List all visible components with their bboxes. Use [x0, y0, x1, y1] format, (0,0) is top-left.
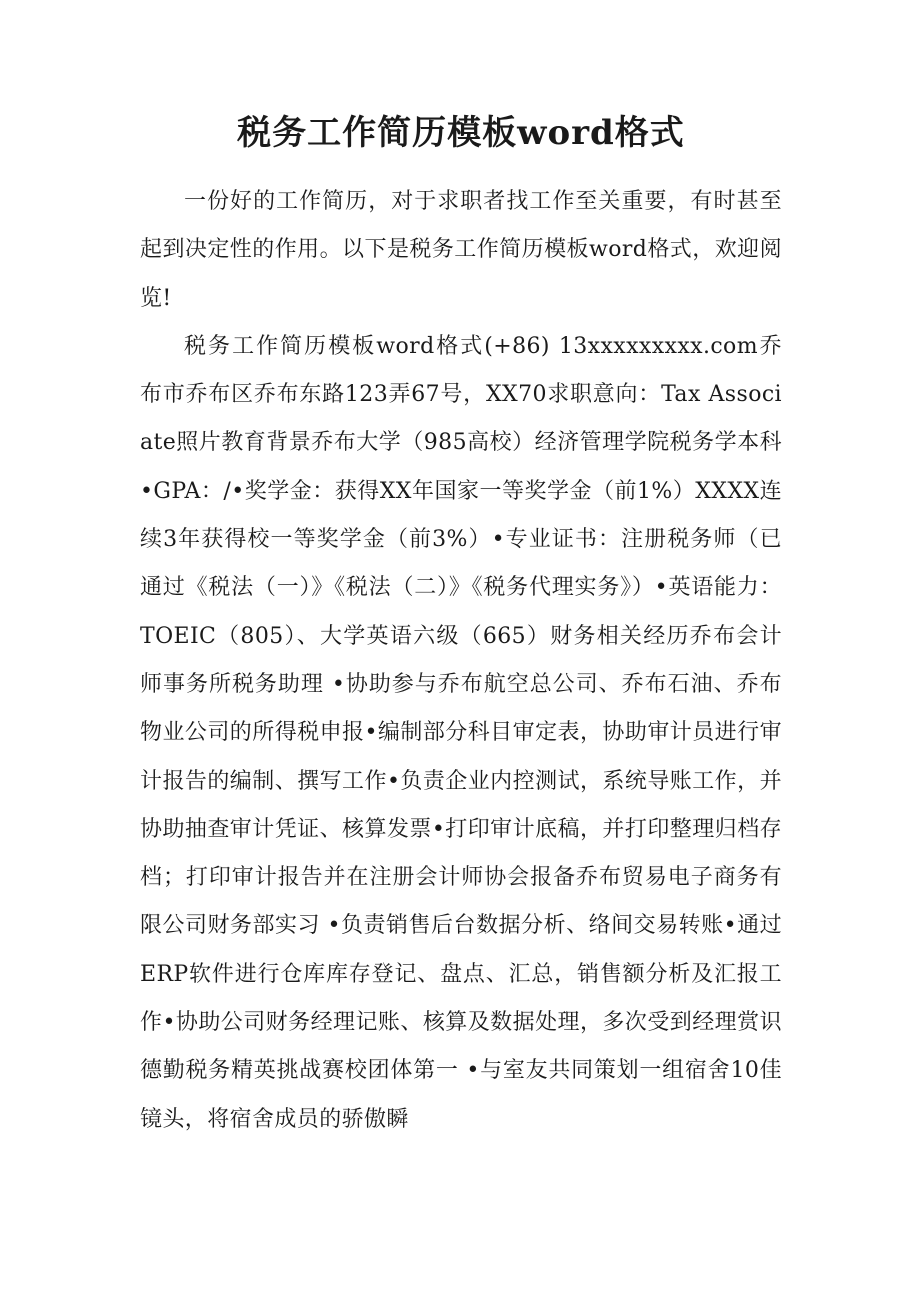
- resume-paragraph: 税务工作简历模板word格式(+86) 13xxxxxxxxx.com乔布市乔布区乔布东路123弄67号，XX70求职意向：Tax Associate照片教育背景乔布大学（985高校）经济管理学院税务学本科 •GPA：/•奖学金：获得XX年国家一等奖学金（前1%）XXXX连续3年获得校一等奖学金（前3%）•专业证书：注册税务师（已通过《税法（一）》《税法（二）》《税务代理实务》）•英语能力：TOEIC（805）、大学英语六级（665）财务相关经历乔布会计师事务所税务助理 •协助参与乔布航空总公司、乔布石油、乔布物业公司的所得税申报•编制部分科目审定表，协助审计员进行审计报告的编制、撰写工作•负责企业内控测试，系统导账工作，并协助抽查审计凭证、核算发票•打印审计底稿，并打印整理归档存档；打印审计报告并在注册会计师协会报备乔布贸易电子商务有限公司财务部实习 •负责销售后台数据分析、络间交易转账•通过ERP软件进行仓库库存登记、盘点、汇总，销售额分析及汇报工作•协助公司财务经理记账、核算及数据处理，多次受到经理赏识德勤税务精英挑战赛校团体第一 •与室友共同策划一组宿舍10佳镜头，将宿舍成员的骄傲瞬: [140, 333, 782, 1132]
- document-title: 税务工作简历模板word格式: [237, 113, 685, 153]
- intro-paragraph: 一份好的工作简历，对于求职者找工作至关重要，有时甚至起到决定性的作用。以下是税务工作简历模板word格式，欢迎阅览!: [140, 189, 782, 311]
